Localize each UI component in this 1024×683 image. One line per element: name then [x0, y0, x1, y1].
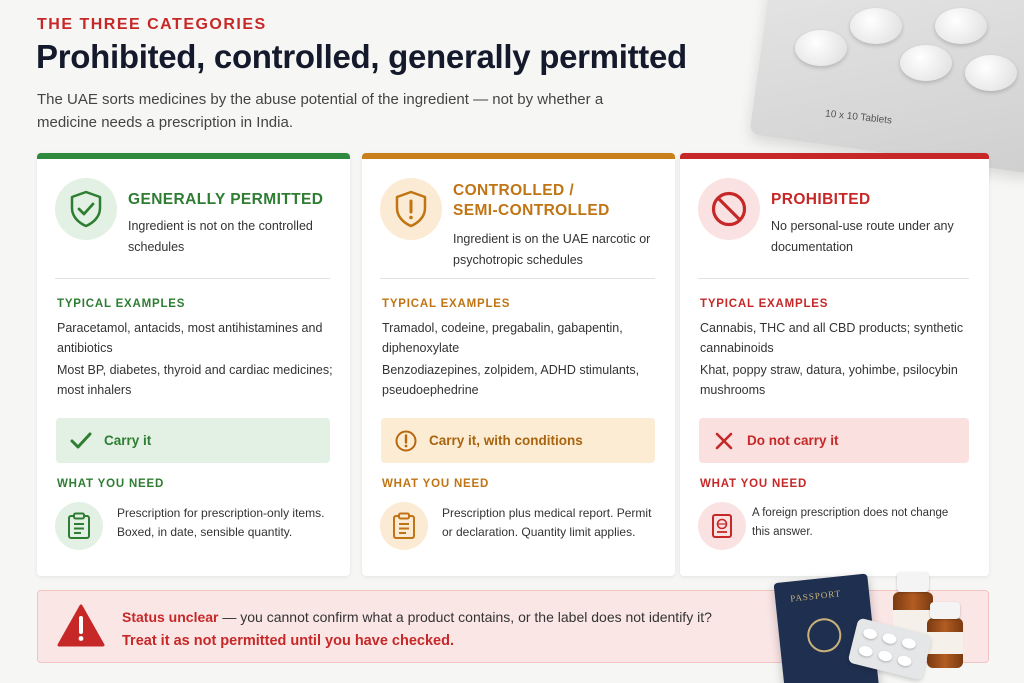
category-description: Ingredient is not on the controlled schedules: [128, 219, 313, 254]
examples-list: [700, 318, 980, 402]
pill-decoration: [877, 649, 893, 662]
globe-icon: [806, 617, 843, 654]
verdict-banner: [56, 418, 330, 463]
clipboard-icon: [55, 502, 103, 550]
pill-decoration: [901, 637, 917, 650]
divider: [380, 278, 655, 279]
pill-decoration: [900, 45, 952, 81]
status-lead: Status unclear: [122, 609, 219, 625]
examples-label: TYPICAL EXAMPLES: [700, 298, 829, 310]
need-label: WHAT YOU NEED: [382, 478, 490, 490]
need-label: WHAT YOU NEED: [700, 478, 808, 490]
examples-label: TYPICAL EXAMPLES: [382, 298, 511, 310]
bottle-cap: [897, 572, 929, 592]
category-description: Ingredient is on the UAE narcotic or psychotropic schedules: [453, 232, 651, 267]
example-item: Khat, poppy straw, datura, yohimbe, psilocybin mushrooms: [700, 363, 958, 397]
examples-label: TYPICAL EXAMPLES: [57, 298, 186, 310]
passport-label: PASSPORT: [789, 588, 842, 604]
pill-decoration: [965, 55, 1017, 91]
category-card-prohibited: [680, 153, 989, 576]
need-label: WHAT YOU NEED: [57, 478, 165, 490]
pill-decoration: [862, 627, 878, 640]
page-subtitle: The UAE sorts medicines by the abuse potential of the ingredient — not by whether a medicine needs a prescription in India.: [37, 91, 604, 131]
pack-label: 10 x 10 Tablets: [824, 108, 893, 127]
pill-decoration: [897, 654, 913, 667]
section-kicker: THE THREE CATEGORIES: [37, 16, 267, 33]
example-item: Most BP, diabetes, thyroid and cardiac medicines; most inhalers: [57, 363, 333, 397]
example-item: Tramadol, codeine, pregabalin, gabapentin, diphenoxylate: [382, 321, 623, 355]
category-card-controlled: [362, 153, 675, 576]
divider: [698, 278, 969, 279]
shield-check-icon: [55, 178, 117, 240]
example-item: Paracetamol, antacids, most antihistamines and antibiotics: [57, 321, 323, 355]
pill-decoration: [795, 30, 847, 66]
category-description: No personal-use route under any documentation: [771, 219, 954, 254]
category-card-permitted: [37, 153, 350, 576]
status-rest: — you cannot confirm what a product contains, or the label does not identify it?: [218, 609, 712, 625]
verdict-banner: [699, 418, 969, 463]
status-action: Treat it as not permitted until you have checked.: [122, 633, 454, 649]
exclamation-circle-icon: [395, 430, 417, 452]
shield-exclamation-icon: [380, 178, 442, 240]
passport-icon: [698, 502, 746, 550]
bottle-label: [927, 632, 963, 654]
x-icon: [713, 430, 735, 452]
pill-decoration: [935, 8, 987, 44]
pill-decoration: [858, 645, 874, 658]
category-name: GENERALLY PERMITTED: [128, 191, 324, 208]
prohibited-icon: [698, 178, 760, 240]
examples-list: [57, 318, 337, 402]
need-text: Prescription for prescription-only items. Boxed, in date, sensible quantity.: [117, 506, 325, 539]
need-text: Prescription plus medical report. Permit or declaration. Quantity limit applies.: [442, 506, 652, 539]
category-name: CONTROLLED / SEMI-CONTROLLED: [453, 182, 610, 219]
page-title: Prohibited, controlled, generally permitted: [36, 38, 687, 75]
warning-triangle-icon: [56, 603, 106, 649]
example-item: Benzodiazepines, zolpidem, ADHD stimulants, pseudoephedrine: [382, 363, 640, 397]
example-item: Cannabis, THC and all CBD products; synthetic cannabinoids: [700, 321, 964, 355]
category-name: PROHIBITED: [771, 191, 871, 208]
status-question: [122, 609, 712, 625]
clipboard-icon: [380, 502, 428, 550]
check-icon: [70, 430, 92, 452]
examples-list: [382, 318, 662, 402]
pill-decoration: [882, 632, 898, 645]
divider: [55, 278, 330, 279]
bottle-cap: [930, 602, 960, 619]
verdict-text: Do not carry it: [747, 433, 839, 448]
verdict-text: Carry it: [104, 433, 152, 448]
need-text: A foreign prescription does not change this answer.: [752, 507, 949, 538]
pill-decoration: [850, 8, 902, 44]
verdict-text: Carry it, with conditions: [429, 433, 583, 448]
verdict-banner: [381, 418, 655, 463]
